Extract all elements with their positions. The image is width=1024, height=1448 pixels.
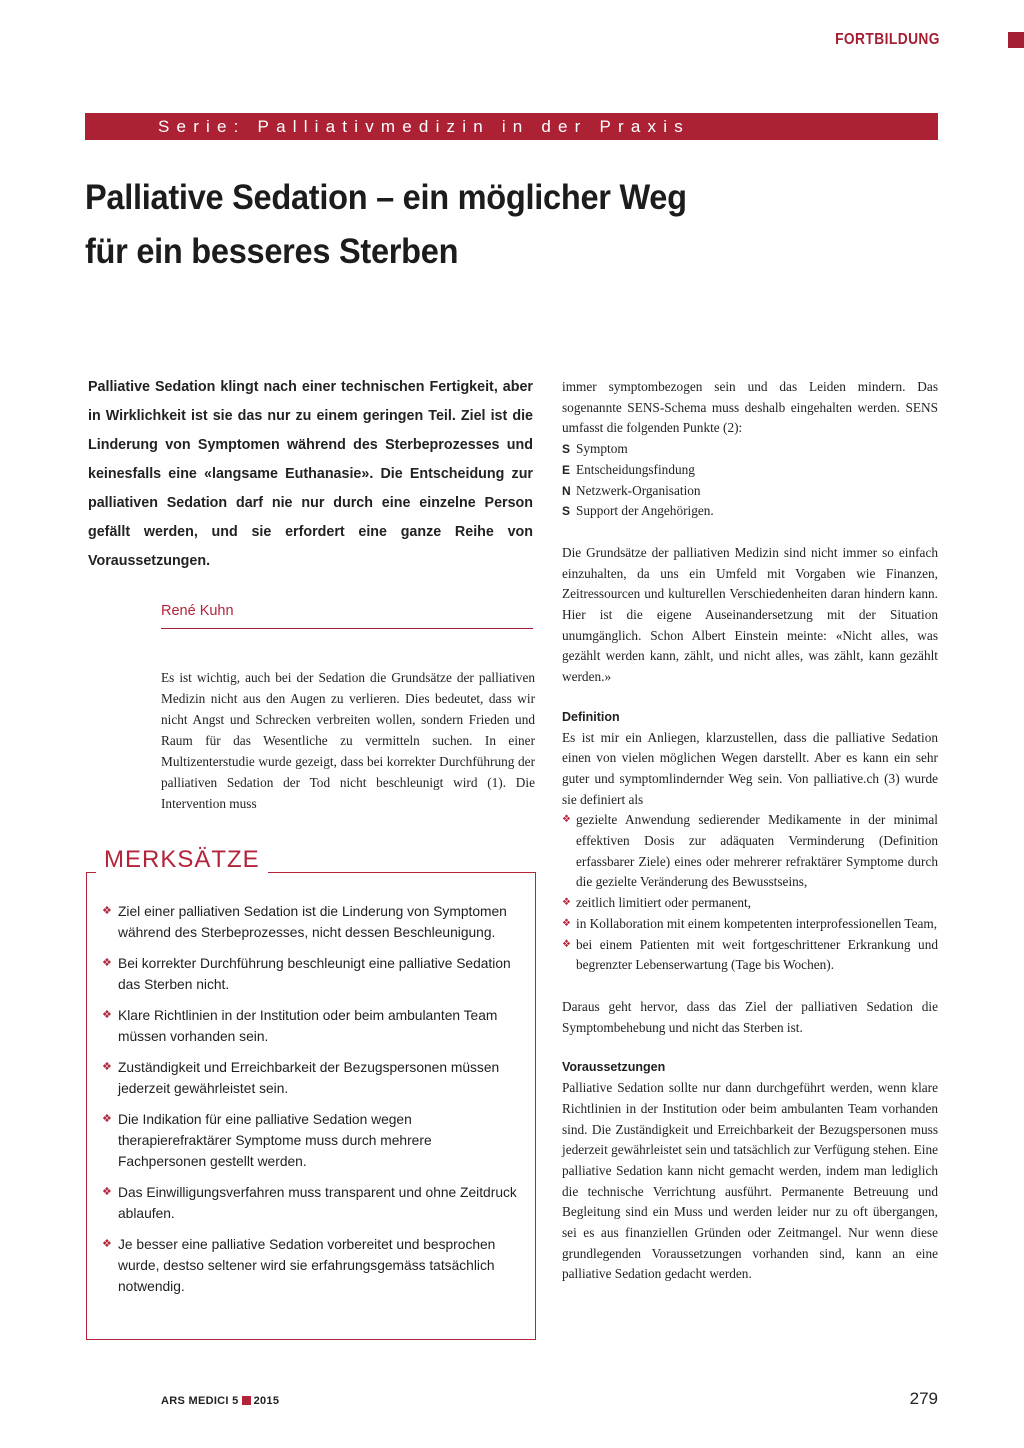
article-title-line-2: für ein besseres Sterben <box>85 232 459 271</box>
diamond-bullet-icon: ❖ <box>102 1061 112 1073</box>
body-paragraph-voraussetzungen: Palliative Sedation sollte nur dann durchgeführt werden, wenn klare Richtlinien in der Institution oder beim ambulanten Team vorhanden sind. Die Zuständigkeit und Erreichbarkeit der Bezugspersonen muss jederzeit gewährleistet sein und tatsächlich zur Verfügung stehen. Eine palliative Sedation kann nicht gemacht werden, indem man lediglich die technische Verrichtung ausführt. Permanente Betreuung und Begleitung sind ein Muss und werden leider nur zu oft übergangen, sei es aus finanziellen Gründen oder Zeitmangel. Nur wenn diese grundlegenden Voraussetzungen vorhanden sind, kann an eine palliative Sedation gedacht werden. <box>562 1080 938 1282</box>
journal-year: 2015 <box>253 1395 280 1407</box>
sens-letter: N <box>562 483 571 498</box>
author-divider <box>161 628 533 629</box>
diamond-bullet-icon: ❖ <box>102 957 112 969</box>
heading-definition: Definition <box>562 709 620 724</box>
merksatz-item <box>102 1182 522 1224</box>
diamond-bullet-icon: ❖ <box>102 1009 112 1021</box>
lead-paragraph: Palliative Sedation klingt nach einer technischen Fertigkeit, aber in Wirklichkeit ist sie das nur zu einem geringen Teil. Ziel ist die Linderung von Symptomen während des Sterbeprozesses und keinesfalls eine «langsame Euthanasie». Die Entscheidung zur palliativen Sedation darf nie nur durch eine einzelne Person gefällt werden, und sie erfordert eine ganze Reihe von Voraussetzungen. <box>88 379 533 569</box>
merksatz-item <box>102 1234 522 1297</box>
article-title <box>85 171 885 279</box>
author-name: René Kuhn <box>161 603 234 619</box>
footer-square-icon <box>242 1396 251 1405</box>
sens-item <box>562 501 938 522</box>
definition-text: bei einem Patienten mit weit fortgeschrittener Erkrankung und begrenzter Lebenserwartung (Tage bis Wochen). <box>576 936 938 973</box>
journal-name: ARS MEDICI 5 <box>161 1395 239 1407</box>
sens-letter: S <box>562 442 571 457</box>
body-paragraph-ziel: Daraus geht hervor, dass das Ziel der palliativen Sedation die Symptombehebung und nicht das Sterben ist. <box>562 998 938 1035</box>
sens-text: Netzwerk-Organisation <box>576 482 701 498</box>
merksatz-text: Zuständigkeit und Erreichbarkeit der Bezugspersonen müssen jederzeit gewährleistet sein. <box>118 1060 500 1096</box>
body-paragraph-grundsaetze: Die Grundsätze der palliativen Medizin sind nicht immer so einfach einzuhalten, da uns ein Umfeld mit Vorgaben wie Finanzen, Zeitressourcen und kulturellen Verschiedenheiten daran hindern kann. Hier ist die eigene Auseinandersetzung mit der Situation unumgänglich. Schon Albert Einstein meinte: «Nicht alles, was gezählt werden kann, zählt, und nicht alles, was zählt, kann gezählt werden.» <box>562 544 938 685</box>
sens-text: Support der Angehörigen. <box>576 503 714 519</box>
merksatz-item <box>102 1057 522 1099</box>
footer-journal <box>161 1395 279 1407</box>
definition-text: gezielte Anwendung sedierender Medikamente in der minimal effektiven Dosis zur adäquaten Verminderung (Definition erfassbarer Ziele) eines oder mehrerer refraktärer Symptome durch die gezielte Veränderung des Bewusstseins, <box>576 812 938 890</box>
merksatz-item <box>102 953 522 995</box>
body-paragraph-sens-intro: immer symptombezogen sein und das Leiden mindern. Das sogenannte SENS-Schema muss deshalb eingehalten werden. SENS umfasst die folgenden Punkte (2): <box>562 379 938 436</box>
definition-item <box>562 914 938 935</box>
diamond-bullet-icon: ❖ <box>562 814 571 826</box>
merksatz-text: Das Einwilligungsverfahren muss transparent und ohne Zeitdruck ablaufen. <box>118 1185 517 1221</box>
merksatz-text: Klare Richtlinien in der Institution oder beim ambulanten Team müssen vorhanden sein. <box>118 1008 498 1044</box>
merksatz-text: Je besser eine palliative Sedation vorbereitet und besprochen wurde, destso seltener wird sie erfahrungsgemäss tatsächlich notwendig. <box>118 1237 496 1294</box>
diamond-bullet-icon: ❖ <box>562 897 571 909</box>
right-column <box>562 377 938 1285</box>
sens-text: Symptom <box>576 441 628 457</box>
merksatz-item <box>102 1109 522 1172</box>
sens-item <box>562 460 938 481</box>
diamond-bullet-icon: ❖ <box>102 1238 112 1250</box>
diamond-bullet-icon: ❖ <box>562 917 571 929</box>
section-label: FORTBILDUNG <box>835 31 940 48</box>
merksaetze-list <box>102 901 522 1307</box>
sens-item <box>562 439 938 460</box>
heading-voraussetzungen: Voraussetzungen <box>562 1060 666 1075</box>
sens-item <box>562 481 938 502</box>
article-title-line-1: Palliative Sedation – ein möglicher Weg <box>85 178 687 217</box>
definition-text: in Kollaboration mit einem kompetenten interprofessionellen Team, <box>576 915 938 931</box>
page-number: 279 <box>909 1389 938 1408</box>
definition-list <box>562 810 938 976</box>
diamond-bullet-icon: ❖ <box>562 938 571 950</box>
section-square-icon <box>1008 32 1024 48</box>
merksaetze-title: MERKSÄTZE <box>96 846 268 874</box>
definition-item <box>562 810 938 893</box>
sens-text: Entscheidungsfindung <box>576 461 695 477</box>
merksatz-item <box>102 901 522 943</box>
merksatz-text: Die Indikation für eine palliative Sedation wegen therapierefraktärer Symptome muss durch mehrere Fachpersonen gestellt werden. <box>118 1112 432 1169</box>
definition-item <box>562 893 938 914</box>
sens-list <box>562 439 938 522</box>
definition-text: zeitlich limitiert oder permanent, <box>576 895 752 911</box>
definition-item <box>562 935 938 976</box>
sens-letter: E <box>562 462 571 477</box>
diamond-bullet-icon: ❖ <box>102 905 112 917</box>
intro-paragraph: Es ist wichtig, auch bei der Sedation die Grundsätze der palliativen Medizin nicht aus den Augen zu verlieren. Dies bedeutet, dass wir nicht Angst und Schrecken verbreiten wollen, sondern Frieden und Raum für das Wesentliche zu vermitteln suchen. In einer Multizenterstudie wurde gezeigt, dass bei korrekter Durchführung der palliativen Sedation der Tod nicht beschleunigt wird (1). Die Intervention muss <box>161 670 535 811</box>
merksatz-text: Bei korrekter Durchführung beschleunigt eine palliative Sedation das Sterben nicht. <box>118 956 511 992</box>
merksatz-text: Ziel einer palliativen Sedation ist die Linderung von Symptomen während des Sterbeprozesses, nicht dessen Beschleunigung. <box>118 904 507 940</box>
diamond-bullet-icon: ❖ <box>102 1113 112 1125</box>
diamond-bullet-icon: ❖ <box>102 1186 112 1198</box>
sens-letter: S <box>562 504 571 519</box>
merksatz-item <box>102 1005 522 1047</box>
body-paragraph-definition: Es ist mir ein Anliegen, klarzustellen, dass die palliative Sedation einen von vielen möglichen Wegen darstellt. Aber es kann ein sehr guter und symptomlindernder Weg sein. Von palliative.ch (3) wurde sie definiert als <box>562 729 938 807</box>
series-bar: Serie: Palliativmedizin in der Praxis <box>85 113 938 140</box>
